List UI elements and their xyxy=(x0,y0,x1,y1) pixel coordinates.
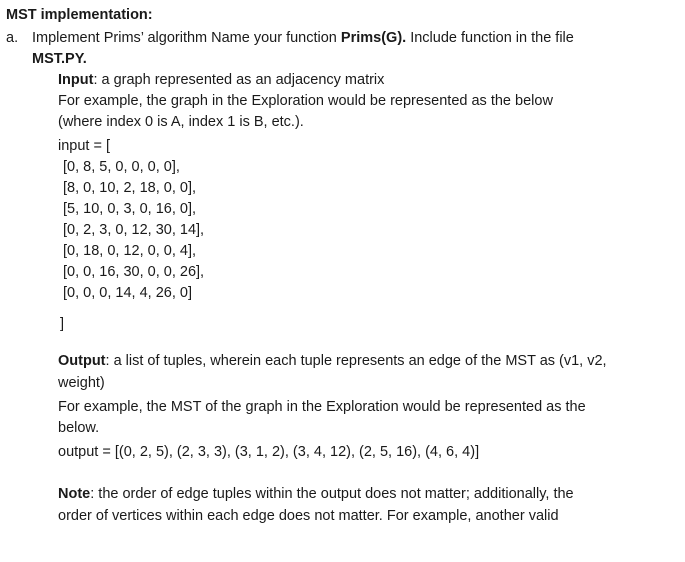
output-desc-line-2: weight) xyxy=(58,375,105,391)
note-text: : the order of edge tuples within the output does not matter; additionally, the xyxy=(90,486,574,502)
input-close: ] xyxy=(60,316,65,332)
task-text: Implement Prims’ algorithm Name your function xyxy=(32,30,341,46)
output-label: Output xyxy=(58,353,106,369)
matrix-row: [8, 0, 10, 2, 18, 0, 0], xyxy=(63,180,197,196)
adjacency-matrix xyxy=(63,157,204,304)
section-title: MST implementation: xyxy=(6,7,153,23)
file-name: MST.PY. xyxy=(32,51,87,67)
matrix-row: [0, 0, 16, 30, 0, 0, 26], xyxy=(63,264,205,280)
input-label: Input xyxy=(58,72,94,88)
matrix-row: [0, 8, 5, 0, 0, 0, 0], xyxy=(63,159,180,175)
input-desc-text: : a graph represented as an adjacency matrix xyxy=(93,72,385,88)
input-example-line-1: For example, the graph in the Exploration would be represented as the below xyxy=(58,93,553,109)
input-open: input = [ xyxy=(58,138,110,154)
output-example-line-1: For example, the MST of the graph in the Exploration would be represented as the xyxy=(58,399,586,415)
note-label: Note xyxy=(58,486,91,502)
matrix-row: [5, 10, 0, 3, 0, 16, 0], xyxy=(63,201,197,217)
output-desc-text: : a list of tuples, wherein each tuple represents an edge of the MST as (v1, v2, xyxy=(105,353,607,369)
note-line-1 xyxy=(58,484,574,505)
output-example-line-2: below. xyxy=(58,420,100,436)
matrix-row: [0, 2, 3, 0, 12, 30, 14], xyxy=(63,222,205,238)
function-name: Prims(G). xyxy=(340,30,407,46)
output-description xyxy=(58,351,607,372)
input-description xyxy=(58,70,384,91)
list-marker: a. xyxy=(6,30,19,46)
input-example-line-2: (where index 0 is A, index 1 is B, etc.). xyxy=(58,114,304,130)
task-text-end: Include function in the file xyxy=(406,30,574,46)
list-item-a xyxy=(6,28,574,49)
matrix-row: [0, 0, 0, 14, 4, 26, 0] xyxy=(63,285,192,301)
note-line-2: order of vertices within each edge does not matter. For example, another valid xyxy=(58,508,559,524)
output-value: output = [(0, 2, 5), (2, 3, 3), (3, 1, 2), (3, 4, 12), (2, 5, 16), (4, 6, 4)] xyxy=(58,444,480,460)
matrix-row: [0, 18, 0, 12, 0, 0, 4], xyxy=(63,243,197,259)
